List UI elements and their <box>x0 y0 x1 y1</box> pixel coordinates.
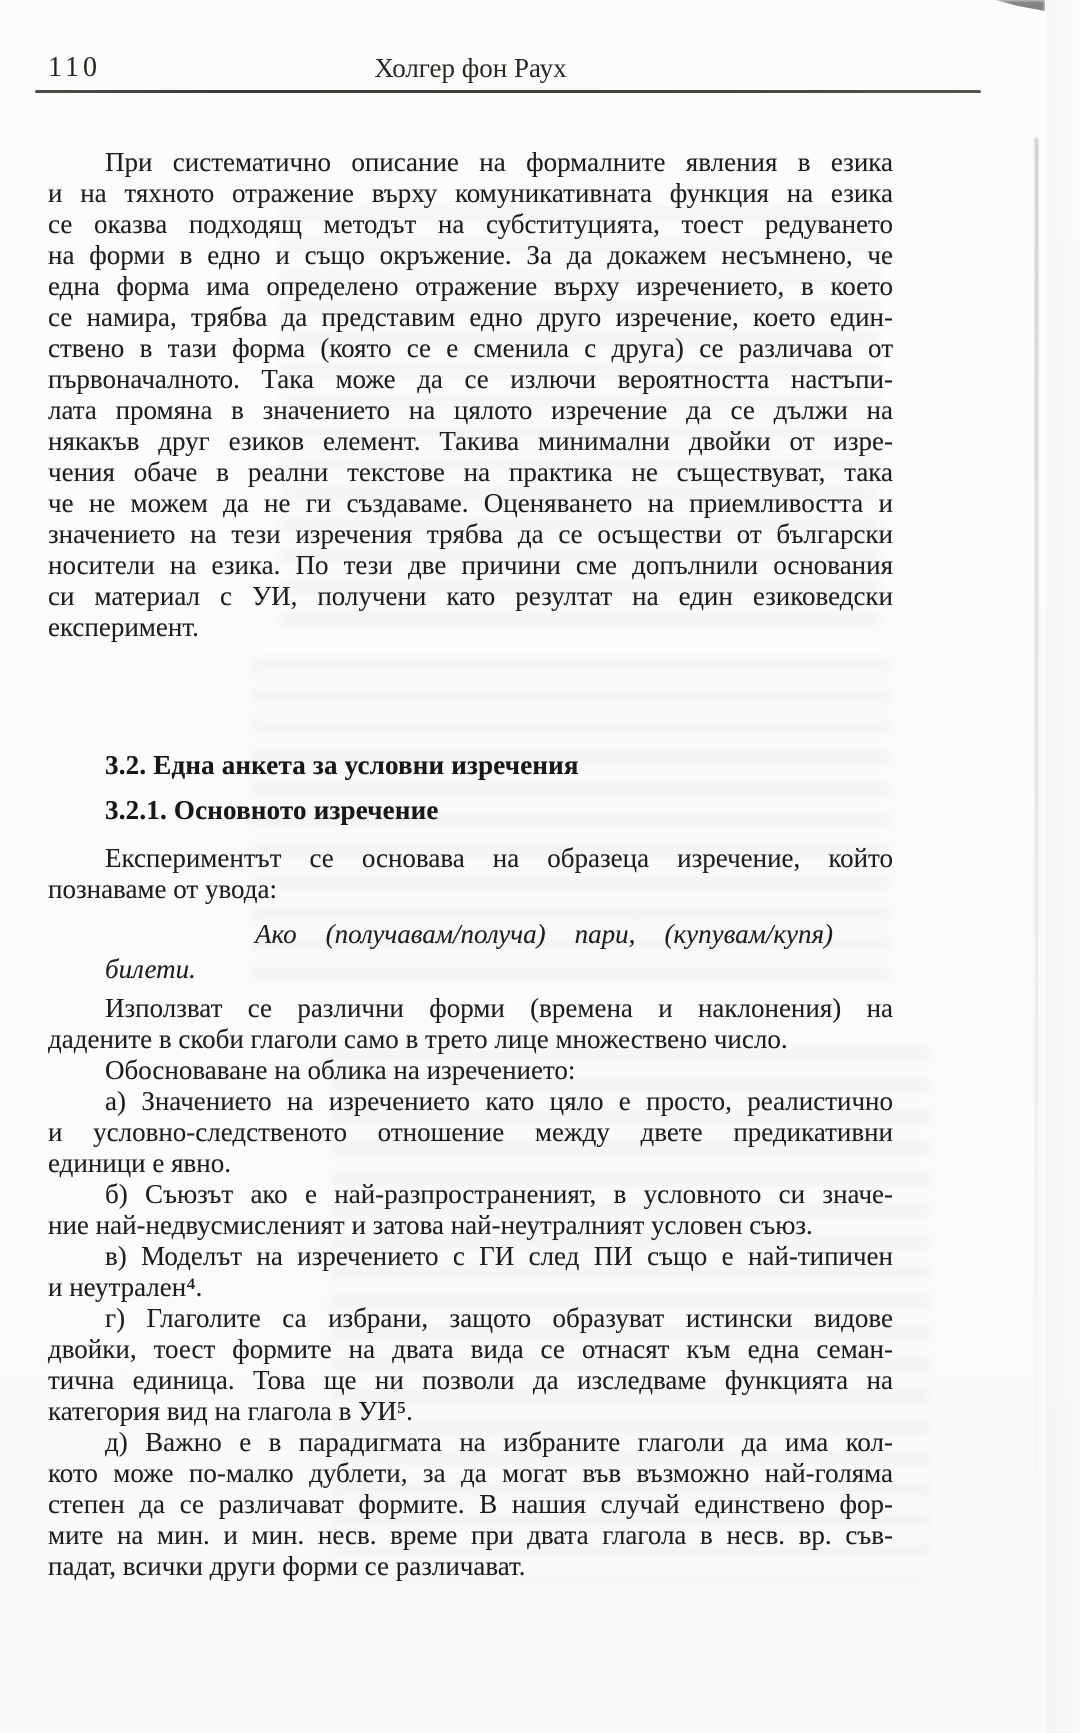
text-line: лата промяна в значението на цялото изречение да се дължи на <box>48 395 893 425</box>
section-heading-3-2: 3.2. Една анкета за условни изречения <box>105 750 579 780</box>
text-line: степен да се различават формите. В нашия случай единствено фор- <box>48 1489 893 1519</box>
text-line: си материал с УИ, получени като резултат на един езиковедски <box>48 581 893 611</box>
list-item-g <box>48 1303 893 1427</box>
text-line: първоначалното. Така може да се излючи вероятността настъпи- <box>48 364 893 394</box>
text-line: категория вид на глагола в УИ⁵. <box>48 1396 413 1426</box>
text-line: а) Значението на изречението като цяло е просто, реалистично <box>105 1086 893 1116</box>
text-line: двойки, тоест формите на двата вида се отнасят към една семан- <box>48 1334 893 1364</box>
text-line: г) Глаголите са избрани, защото образуват истински видове <box>105 1303 893 1333</box>
text-line: дадените в скоби глаголи само в трето лице множествено число. <box>48 1024 788 1054</box>
text-line: б) Съюзът ако е най-разпространеният, в условното си значе- <box>105 1179 893 1209</box>
text-line: и на тяхното отражение върху комуникативната функция на езика <box>48 178 893 208</box>
list-item-v <box>48 1241 893 1303</box>
text-line: чения обаче в реални текстове на практика не съществуват, така <box>48 457 893 487</box>
text-line: д) Важно е в парадигмата на избраните глаголи да има кол- <box>105 1427 893 1457</box>
running-header: Холгер фон Раух <box>374 53 567 83</box>
list-item-b <box>48 1179 893 1241</box>
text-line: падат, всички други форми се различават. <box>48 1551 526 1581</box>
example-sentence <box>105 917 833 987</box>
body-text <box>48 147 893 1582</box>
text-line: билети. <box>105 954 196 984</box>
text-line: че не можем да не ги създаваме. Оценяването на приемливостта и <box>48 488 893 518</box>
text-line: една форма има определено отражение върху изречението, в което <box>48 271 893 301</box>
text-line: Използват се различни форми (времена и наклонения) на <box>105 993 893 1023</box>
text-line: експеримент. <box>48 612 199 642</box>
paragraph-3 <box>48 993 893 1055</box>
text-line: При систематично описание на формалните явления в езика <box>105 147 893 177</box>
text-line: се оказва подходящ методът на субституцията, тоест редуването <box>48 209 893 239</box>
paragraph-2 <box>48 843 893 905</box>
paragraph-4 <box>48 1055 893 1086</box>
text-line: ствено в тази форма (която се е сменила с друга) се различава от <box>48 333 893 363</box>
scan-corner-artifact <box>985 0 1045 20</box>
paragraph-1 <box>48 147 893 643</box>
text-line: на форми в едно и също окръжение. За да докажем несъмнено, че <box>48 240 893 270</box>
text-line: познаваме от увода: <box>48 874 277 904</box>
text-line: Обосноваване на облика на изречението: <box>105 1055 576 1085</box>
text-line: Ако (получавам/получа) пари, (купувам/купя) <box>255 919 833 949</box>
text-line: значението на тези изречения трябва да се осъществи от български <box>48 519 893 549</box>
text-line: се намира, трябва да представим едно друго изречение, което един- <box>48 302 893 332</box>
text-line: някакъв друг езиков елемент. Такива минимални двойки от изре- <box>48 426 893 456</box>
text-line: ние най-недвусмисленият и затова най-неутралният условен съюз. <box>48 1210 813 1240</box>
text-line: носители на езика. По тези две причини сме допълнили основания <box>48 550 893 580</box>
text-line: единици е явно. <box>48 1148 231 1178</box>
header-rule <box>35 90 981 93</box>
text-line: тична единица. Това ще ни позволи да изследваме функцията на <box>48 1365 893 1395</box>
text-line: мите на мин. и мин. несв. време при двата глагола в несв. вр. съв- <box>48 1520 893 1550</box>
section-heading-3-2-1: 3.2.1. Основното изречение <box>105 795 439 825</box>
page-edge-film <box>1046 0 1080 1733</box>
page-edge-shadow <box>1035 138 1038 1538</box>
page-header <box>48 52 893 88</box>
page-number: 110 <box>48 52 101 83</box>
text-line: и условно-следственото отношение между двете предикативни <box>48 1117 893 1147</box>
list-item-a <box>48 1086 893 1179</box>
text-line: кото може по-малко дублети, за да могат във възможно най-голяма <box>48 1458 893 1488</box>
text-line: в) Моделът на изречението с ГИ след ПИ също е най-типичен <box>105 1241 893 1271</box>
text-line: Експериментът се основава на образеца изречение, който <box>105 843 893 873</box>
list-item-d <box>48 1427 893 1582</box>
text-line: и неутрален⁴. <box>48 1272 203 1302</box>
